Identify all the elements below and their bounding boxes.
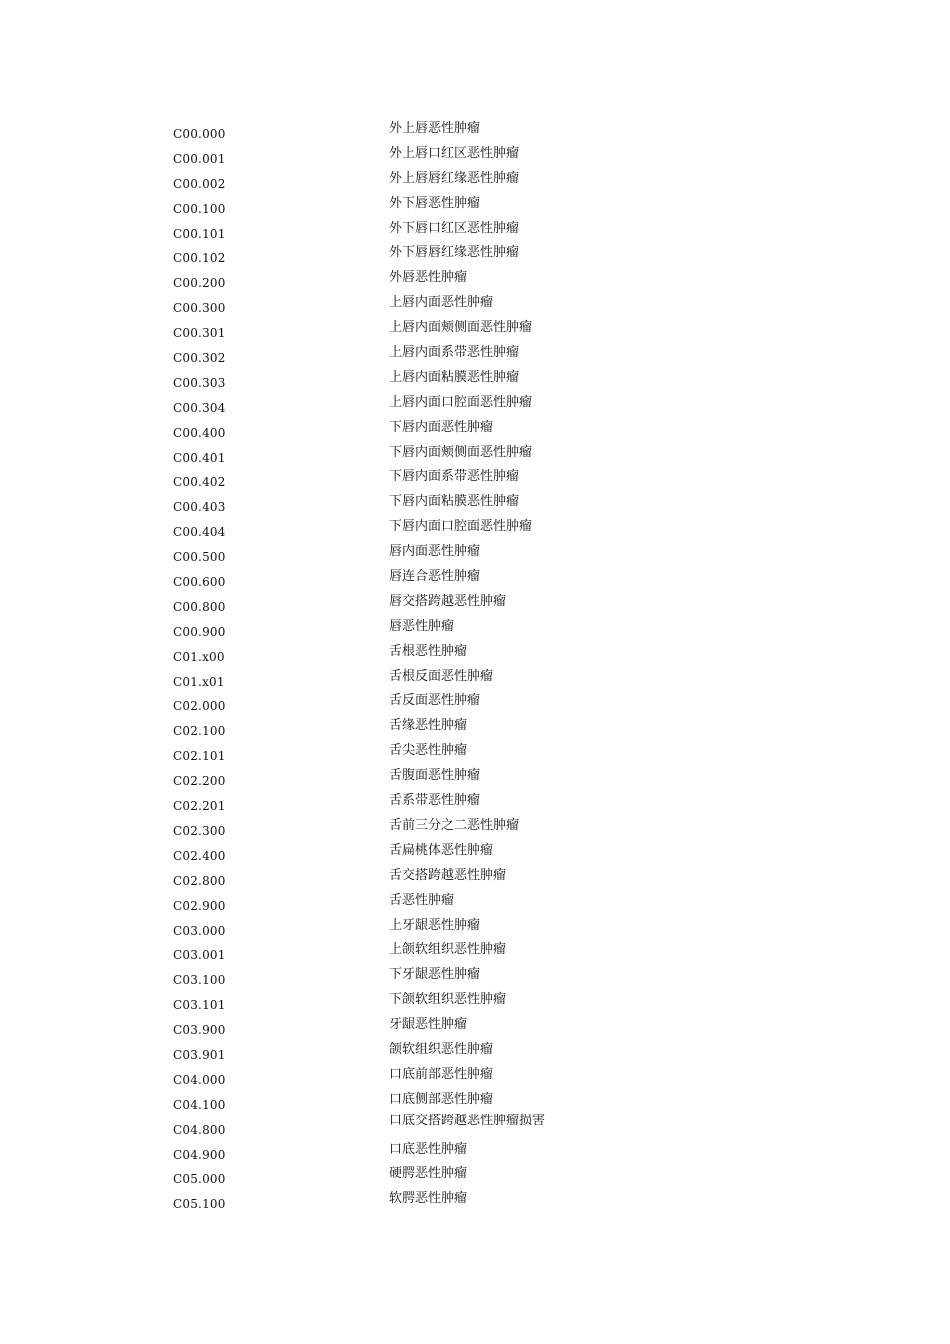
diagnosis-code: C00.302 xyxy=(173,351,226,366)
diagnosis-code: C02.201 xyxy=(173,799,226,814)
diagnosis-description: 舌缘恶性肿瘤 xyxy=(389,718,468,734)
diagnosis-description: 下唇内面系带恶性肿瘤 xyxy=(389,469,520,485)
diagnosis-description: 舌腹面恶性肿瘤 xyxy=(389,768,481,784)
diagnosis-code: C00.900 xyxy=(173,624,226,639)
diagnosis-description: 下牙龈恶性肿瘤 xyxy=(389,967,481,983)
diagnosis-description: 舌前三分之二恶性肿瘤 xyxy=(389,817,520,833)
table-row xyxy=(0,742,950,767)
diagnosis-code: C00.102 xyxy=(173,251,226,266)
diagnosis-description: 舌恶性肿瘤 xyxy=(389,892,455,908)
diagnosis-description: 上唇内面系带恶性肿瘤 xyxy=(389,345,520,361)
diagnosis-description: 口底前部恶性肿瘤 xyxy=(389,1066,494,1082)
table-row xyxy=(0,867,950,892)
diagnosis-description: 外上唇唇红缘恶性肿瘤 xyxy=(389,170,520,186)
table-row xyxy=(0,170,950,195)
diagnosis-code: C02.800 xyxy=(173,873,226,888)
diagnosis-description: 外下唇恶性肿瘤 xyxy=(389,195,481,211)
diagnosis-description: 唇恶性肿瘤 xyxy=(389,618,455,634)
table-row xyxy=(0,1016,950,1041)
diagnosis-description: 上颌软组织恶性肿瘤 xyxy=(389,942,507,958)
diagnosis-description: 舌扁桃体恶性肿瘤 xyxy=(389,842,494,858)
table-row xyxy=(0,269,950,294)
diagnosis-code: C03.901 xyxy=(173,1047,226,1062)
diagnosis-code: C04.800 xyxy=(173,1122,226,1137)
diagnosis-description: 舌根恶性肿瘤 xyxy=(389,643,468,659)
diagnosis-code: C00.303 xyxy=(173,375,226,390)
diagnosis-code: C02.101 xyxy=(173,749,226,764)
diagnosis-description: 牙龈恶性肿瘤 xyxy=(389,1017,468,1033)
diagnosis-code: C00.002 xyxy=(173,176,226,191)
table-row xyxy=(0,643,950,668)
diagnosis-description: 舌交搭跨越恶性肿瘤 xyxy=(389,867,507,883)
diagnosis-code: C05.000 xyxy=(173,1172,226,1187)
diagnosis-description: 上唇内面粘膜恶性肿瘤 xyxy=(389,369,520,385)
table-row xyxy=(0,1041,950,1066)
diagnosis-code: C04.900 xyxy=(173,1147,226,1162)
diagnosis-code: C00.403 xyxy=(173,500,226,515)
diagnosis-code: C03.100 xyxy=(173,973,226,988)
diagnosis-code: C02.400 xyxy=(173,848,226,863)
diagnosis-code: C00.300 xyxy=(173,301,226,316)
table-row xyxy=(0,991,950,1016)
diagnosis-code: C00.001 xyxy=(173,151,226,166)
table-row xyxy=(0,966,950,991)
diagnosis-description: 外唇恶性肿瘤 xyxy=(389,270,468,286)
diagnosis-description: 口底恶性肿瘤 xyxy=(389,1141,468,1157)
code-table xyxy=(0,120,950,1215)
table-row xyxy=(0,493,950,518)
diagnosis-code: C05.100 xyxy=(173,1197,226,1212)
table-row xyxy=(0,220,950,245)
table-row xyxy=(0,692,950,717)
table-row xyxy=(0,518,950,543)
diagnosis-code: C02.200 xyxy=(173,774,226,789)
table-row xyxy=(0,717,950,742)
table-row xyxy=(0,369,950,394)
table-row xyxy=(0,1066,950,1091)
diagnosis-code: C00.400 xyxy=(173,425,226,440)
diagnosis-code: C00.304 xyxy=(173,400,226,415)
diagnosis-code: C00.402 xyxy=(173,475,226,490)
diagnosis-description: 外下唇唇红缘恶性肿瘤 xyxy=(389,245,520,261)
diagnosis-description: 口底交搭跨越恶性肿瘤损害 xyxy=(389,1113,546,1128)
table-row xyxy=(0,618,950,643)
table-row xyxy=(0,319,950,344)
diagnosis-description: 舌尖恶性肿瘤 xyxy=(389,743,468,759)
diagnosis-code: C04.000 xyxy=(173,1072,226,1087)
table-row xyxy=(0,394,950,419)
diagnosis-description: 软腭恶性肿瘤 xyxy=(389,1191,468,1207)
diagnosis-description: 下颌软组织恶性肿瘤 xyxy=(389,992,507,1008)
table-row xyxy=(0,344,950,369)
diagnosis-description: 唇交搭跨越恶性肿瘤 xyxy=(389,593,507,609)
table-row xyxy=(0,767,950,792)
table-row xyxy=(0,419,950,444)
table-row xyxy=(0,593,950,618)
diagnosis-description: 唇内面恶性肿瘤 xyxy=(389,544,481,560)
diagnosis-description: 下唇内面恶性肿瘤 xyxy=(389,419,494,435)
diagnosis-code: C01.x00 xyxy=(173,649,225,664)
table-row xyxy=(0,294,950,319)
table-row xyxy=(0,244,950,269)
diagnosis-code: C01.x01 xyxy=(173,674,225,689)
table-row xyxy=(0,1091,950,1116)
diagnosis-code: C03.900 xyxy=(173,1023,226,1038)
diagnosis-description: 硬腭恶性肿瘤 xyxy=(389,1166,468,1182)
table-row xyxy=(0,1141,950,1166)
table-row xyxy=(0,444,950,469)
diagnosis-code: C00.000 xyxy=(173,127,226,141)
diagnosis-description: 颌软组织恶性肿瘤 xyxy=(389,1041,494,1057)
diagnosis-description: 唇连合恶性肿瘤 xyxy=(389,569,481,585)
diagnosis-description: 上牙龈恶性肿瘤 xyxy=(389,917,481,933)
diagnosis-code: C02.900 xyxy=(173,898,226,913)
diagnosis-code: C04.100 xyxy=(173,1097,226,1112)
diagnosis-code: C02.100 xyxy=(173,724,226,739)
diagnosis-code: C02.000 xyxy=(173,699,226,714)
table-row xyxy=(0,817,950,842)
diagnosis-code: C00.800 xyxy=(173,599,226,614)
diagnosis-code: C00.200 xyxy=(173,276,226,291)
table-row xyxy=(0,543,950,568)
diagnosis-description: 上唇内面颊侧面恶性肿瘤 xyxy=(389,320,533,336)
diagnosis-description: 外上唇恶性肿瘤 xyxy=(389,121,481,136)
diagnosis-code: C00.101 xyxy=(173,226,226,241)
table-row xyxy=(0,792,950,817)
table-row xyxy=(0,941,950,966)
diagnosis-description: 舌根反面恶性肿瘤 xyxy=(389,668,494,684)
diagnosis-description: 外下唇口红区恶性肿瘤 xyxy=(389,220,520,236)
diagnosis-description: 舌反面恶性肿瘤 xyxy=(389,693,481,709)
diagnosis-description: 下唇内面口腔面恶性肿瘤 xyxy=(389,519,533,535)
diagnosis-code: C03.001 xyxy=(173,948,226,963)
table-row xyxy=(0,1165,950,1190)
diagnosis-code: C00.404 xyxy=(173,525,226,540)
diagnosis-description: 下唇内面粘膜恶性肿瘤 xyxy=(389,494,520,510)
diagnosis-code: C02.300 xyxy=(173,823,226,838)
table-row xyxy=(0,842,950,867)
diagnosis-description: 上唇内面口腔面恶性肿瘤 xyxy=(389,394,533,410)
diagnosis-code: C03.101 xyxy=(173,998,226,1013)
diagnosis-description: 口底侧部恶性肿瘤 xyxy=(389,1091,494,1107)
table-row xyxy=(0,120,950,145)
table-row xyxy=(0,1190,950,1215)
diagnosis-code: C00.500 xyxy=(173,550,226,565)
diagnosis-code: C03.000 xyxy=(173,923,226,938)
table-row xyxy=(0,668,950,693)
table-row xyxy=(0,145,950,170)
table-row xyxy=(0,917,950,942)
table-row xyxy=(0,568,950,593)
diagnosis-code: C00.401 xyxy=(173,450,226,465)
diagnosis-description: 外上唇口红区恶性肿瘤 xyxy=(389,145,520,161)
diagnosis-description: 舌系带恶性肿瘤 xyxy=(389,793,481,809)
diagnosis-code: C00.600 xyxy=(173,575,226,590)
table-row xyxy=(0,468,950,493)
diagnosis-description: 上唇内面恶性肿瘤 xyxy=(389,295,494,311)
table-row xyxy=(0,1113,950,1141)
table-row xyxy=(0,892,950,917)
diagnosis-code: C00.100 xyxy=(173,201,226,216)
diagnosis-code: C00.301 xyxy=(173,326,226,341)
table-row xyxy=(0,195,950,220)
diagnosis-description: 下唇内面颊侧面恶性肿瘤 xyxy=(389,444,533,460)
